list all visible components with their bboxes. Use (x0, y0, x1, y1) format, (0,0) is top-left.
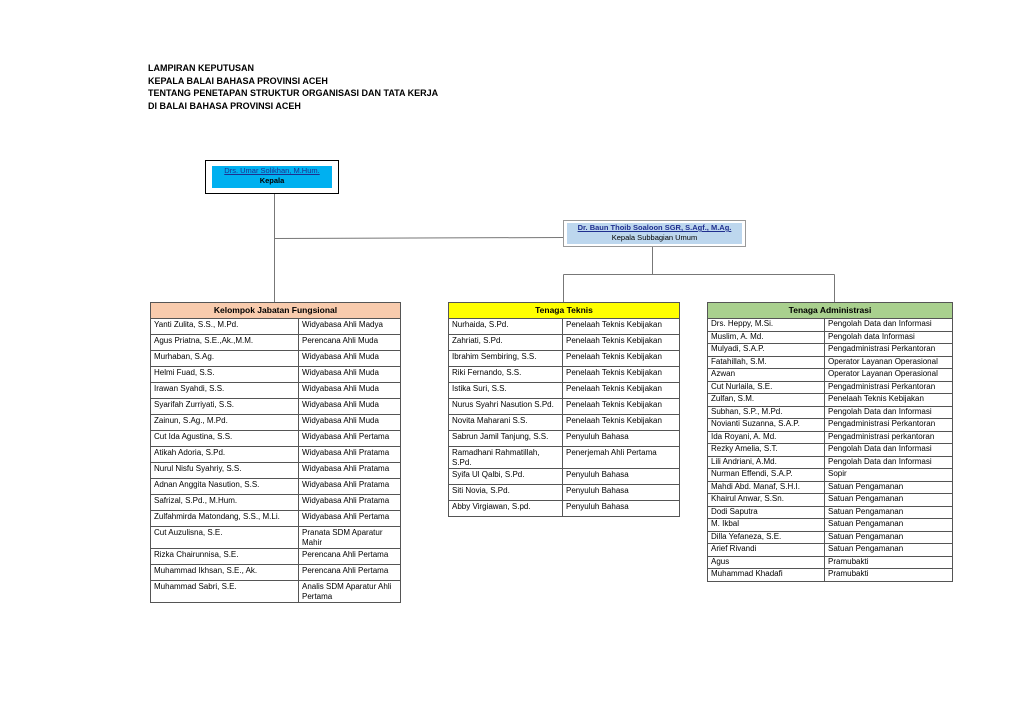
table-row (708, 319, 953, 332)
staff-position: Pengadministrasi Perkantoran (825, 344, 953, 357)
header-line: DI BALAI BAHASA PROVINSI ACEH (148, 100, 301, 111)
fungsional-table (150, 302, 401, 603)
table-row (449, 319, 680, 335)
staff-position: Widyabasa Ahli Muda (299, 367, 401, 383)
table-row (708, 494, 953, 507)
table-row (151, 431, 401, 447)
staff-name: Nurul Nisfu Syahriy, S.S. (151, 463, 299, 479)
staff-name: Atikah Adoria, S.Pd. (151, 447, 299, 463)
table-row (708, 356, 953, 369)
table-row (449, 415, 680, 431)
staff-position: Pramubakti (825, 569, 953, 582)
staff-position: Penyuluh Bahasa (563, 501, 680, 517)
staff-name: Muhammad Ikhsan, S.E., Ak. (151, 565, 299, 581)
table-row (151, 335, 401, 351)
tenaga-administrasi-table (707, 302, 953, 582)
table-row (151, 565, 401, 581)
table-row (151, 463, 401, 479)
staff-position: Widyabasa Ahli Pratama (299, 447, 401, 463)
table-row (708, 481, 953, 494)
staff-position: Widyabasa Ahli Madya (299, 319, 401, 335)
staff-position: Widyabasa Ahli Muda (299, 351, 401, 367)
staff-name: Rezky Amelia, S.T. (708, 444, 825, 457)
table-row (708, 344, 953, 357)
kelompok-jabatan-fungsional-table (150, 302, 401, 603)
staff-name: Ibrahim Sembiring, S.S. (449, 351, 563, 367)
administrasi-title: Tenaga Administrasi (708, 303, 953, 319)
table-row (708, 419, 953, 432)
staff-position: Penelaah Teknis Kebijakan (825, 394, 953, 407)
staff-position: Penelaah Teknis Kebijakan (563, 335, 680, 351)
staff-position: Pranata SDM Aparatur Mahir (299, 527, 401, 549)
table-row (151, 367, 401, 383)
staff-name: Sabrun Jamil Tanjung, S.S. (449, 431, 563, 447)
table-row (708, 569, 953, 582)
staff-name: Syifa Ul Qalbi, S.Pd. (449, 469, 563, 485)
staff-position: Penelaah Teknis Kebijakan (563, 367, 680, 383)
table-row (708, 506, 953, 519)
table-row (708, 544, 953, 557)
kepala-role: Kepala (259, 176, 285, 185)
staff-position: Sopir (825, 469, 953, 482)
staff-position: Widyabasa Ahli Pratama (299, 495, 401, 511)
table-row (151, 319, 401, 335)
table-row (708, 406, 953, 419)
table-row (449, 383, 680, 399)
staff-position: Widyabasa Ahli Muda (299, 415, 401, 431)
staff-name: Subhan, S.P., M.Pd. (708, 406, 825, 419)
tenaga-teknis-table (448, 302, 680, 517)
staff-name: Agus Priatna, S.E.,Ak.,M.M. (151, 335, 299, 351)
table-row (708, 331, 953, 344)
staff-position: Satuan Pengamanan (825, 519, 953, 532)
staff-name: Mulyadi, S.A.P. (708, 344, 825, 357)
kepala-box (205, 160, 339, 194)
staff-name: Syarifah Zurriyati, S.S. (151, 399, 299, 415)
staff-name: Lili Andriani, A.Md. (708, 456, 825, 469)
staff-name: Siti Novia, S.Pd. (449, 485, 563, 501)
staff-position: Pengolah Data dan Informasi (825, 456, 953, 469)
staff-name: Ramadhani Rahmatillah, S.Pd. (449, 447, 563, 469)
table-row (151, 511, 401, 527)
staff-name: Novianti Suzanna, S.A.P. (708, 419, 825, 432)
staff-name: Ida Royani, A. Md. (708, 431, 825, 444)
staff-position: Pengolah Data dan Informasi (825, 319, 953, 332)
staff-name: Agus (708, 556, 825, 569)
table-row (151, 415, 401, 431)
table-row (708, 394, 953, 407)
staff-position: Penelaah Teknis Kebijakan (563, 415, 680, 431)
staff-position: Pengadministrasi Perkantoran (825, 419, 953, 432)
staff-name: Muslim, A. Md. (708, 331, 825, 344)
table-row (708, 381, 953, 394)
staff-position: Pengadministrasi perkantoran (825, 431, 953, 444)
staff-name: Irawan Syahdi, S.S. (151, 383, 299, 399)
staff-position: Perencana Ahli Muda (299, 335, 401, 351)
table-row (151, 527, 401, 549)
staff-position: Pengolah Data dan Informasi (825, 406, 953, 419)
staff-position: Widyabasa Ahli Pratama (299, 463, 401, 479)
staff-position: Penerjemah Ahli Pertama (563, 447, 680, 469)
header-line: KEPALA BALAI BAHASA PROVINSI ACEH (148, 75, 328, 86)
staff-position: Satuan Pengamanan (825, 544, 953, 557)
staff-name: Istika Suri, S.S. (449, 383, 563, 399)
connector-line (275, 238, 564, 239)
staff-name: Yanti Zulita, S.S., M.Pd. (151, 319, 299, 335)
subbagian-name: Dr. Baun Thoib Soaloon SGR, S.Agf., M.Ag. (577, 223, 732, 232)
staff-name: Muhammad Khadafi (708, 569, 825, 582)
subbagian-box (563, 220, 746, 247)
table-row (449, 431, 680, 447)
staff-name: Rizka Chairunnisa, S.E. (151, 549, 299, 565)
staff-name: Fatahillah, S.M. (708, 356, 825, 369)
staff-position: Widyabasa Ahli Pertama (299, 431, 401, 447)
table-row (449, 367, 680, 383)
table-row (151, 447, 401, 463)
staff-name: Abby Virgiawan, S.pd. (449, 501, 563, 517)
table-row (151, 351, 401, 367)
staff-position: Penelaah Teknis Kebijakan (563, 399, 680, 415)
table-row (151, 549, 401, 565)
staff-name: Nurus Syahri Nasution S.Pd. (449, 399, 563, 415)
staff-position: Pengolah Data dan Informasi (825, 444, 953, 457)
staff-position: Perencana Ahli Pertama (299, 565, 401, 581)
staff-name: Muhammad Sabri, S.E. (151, 581, 299, 603)
table-row (708, 556, 953, 569)
kepala-name: Drs. Umar Solikhan, M.Hum. (224, 166, 320, 175)
table-row (708, 456, 953, 469)
staff-name: Novita Maharani S.S. (449, 415, 563, 431)
staff-name: Drs. Heppy, M.Si. (708, 319, 825, 332)
staff-name: Dilla Yefaneza, S.E. (708, 531, 825, 544)
staff-name: Zulfan, S.M. (708, 394, 825, 407)
staff-name: Arief Rivandi (708, 544, 825, 557)
staff-name: Nurhaida, S.Pd. (449, 319, 563, 335)
administrasi-table (707, 302, 953, 582)
staff-position: Satuan Pengamanan (825, 506, 953, 519)
staff-position: Penyuluh Bahasa (563, 485, 680, 501)
staff-position: Widyabasa Ahli Pratama (299, 479, 401, 495)
table-row (449, 335, 680, 351)
staff-name: Nurman Effendi, S.A.P. (708, 469, 825, 482)
table-row (708, 469, 953, 482)
kepala-label (212, 166, 332, 188)
table-row (708, 369, 953, 382)
teknis-table (448, 302, 680, 517)
staff-position: Analis SDM Aparatur Ahli Pertama (299, 581, 401, 603)
table-row (708, 431, 953, 444)
table-row (151, 581, 401, 603)
staff-position: Pengadministrasi Perkantoran (825, 381, 953, 394)
staff-name: Cut Nurlaila, S.E. (708, 381, 825, 394)
staff-position: Operator Layanan Operasional (825, 369, 953, 382)
table-row (151, 383, 401, 399)
staff-name: Zainun, S.Ag., M.Pd. (151, 415, 299, 431)
staff-position: Operator Layanan Operasional (825, 356, 953, 369)
table-row (449, 447, 680, 469)
table-row (708, 531, 953, 544)
staff-position: Penelaah Teknis Kebijakan (563, 383, 680, 399)
staff-position: Pengolah data Informasi (825, 331, 953, 344)
staff-name: M. Ikbal (708, 519, 825, 532)
staff-position: Penyuluh Bahasa (563, 469, 680, 485)
table-row (449, 485, 680, 501)
staff-name: Adnan Anggita Nasution, S.S. (151, 479, 299, 495)
fungsional-title: Kelompok Jabatan Fungsional (151, 303, 401, 319)
staff-name: Mahdi Abd. Manaf, S.H.I. (708, 481, 825, 494)
staff-position: Penelaah Teknis Kebijakan (563, 351, 680, 367)
table-row (449, 501, 680, 517)
staff-position: Satuan Pengamanan (825, 531, 953, 544)
staff-name: Azwan (708, 369, 825, 382)
table-row (449, 469, 680, 485)
table-row (449, 399, 680, 415)
staff-position: Widyabasa Ahli Muda (299, 399, 401, 415)
staff-position: Pramubakti (825, 556, 953, 569)
subbagian-role: Kepala Subbagian Umum (611, 233, 698, 242)
table-row (151, 479, 401, 495)
staff-name: Zahriati, S.Pd. (449, 335, 563, 351)
staff-position: Widyabasa Ahli Muda (299, 383, 401, 399)
staff-position: Penelaah Teknis Kebijakan (563, 319, 680, 335)
staff-name: Cut Ida Agustina, S.S. (151, 431, 299, 447)
staff-position: Satuan Pengamanan (825, 494, 953, 507)
table-row (151, 399, 401, 415)
header-line: LAMPIRAN KEPUTUSAN (148, 63, 255, 73)
staff-position: Penyuluh Bahasa (563, 431, 680, 447)
staff-position: Perencana Ahli Pertama (299, 549, 401, 565)
table-row (708, 444, 953, 457)
staff-position: Satuan Pengamanan (825, 481, 953, 494)
table-row (708, 519, 953, 532)
staff-name: Dodi Saputra (708, 506, 825, 519)
teknis-title: Tenaga Teknis (449, 303, 680, 319)
staff-name: Khairul Anwar, S.Sn. (708, 494, 825, 507)
staff-name: Riki Fernando, S.S. (449, 367, 563, 383)
subbagian-label (567, 223, 742, 244)
staff-name: Cut Auzulisna, S.E. (151, 527, 299, 549)
table-row (151, 495, 401, 511)
staff-name: Zulfahmirda Matondang, S.S., M.Li. (151, 511, 299, 527)
table-row (449, 351, 680, 367)
header-line: TENTANG PENETAPAN STRUKTUR ORGANISASI DAN TATA KERJA (148, 88, 439, 98)
staff-position: Widyabasa Ahli Pertama (299, 511, 401, 527)
staff-name: Helmi Fuad, S.S. (151, 367, 299, 383)
staff-name: Safrizal, S.Pd., M.Hum. (151, 495, 299, 511)
staff-name: Murhaban, S.Ag. (151, 351, 299, 367)
